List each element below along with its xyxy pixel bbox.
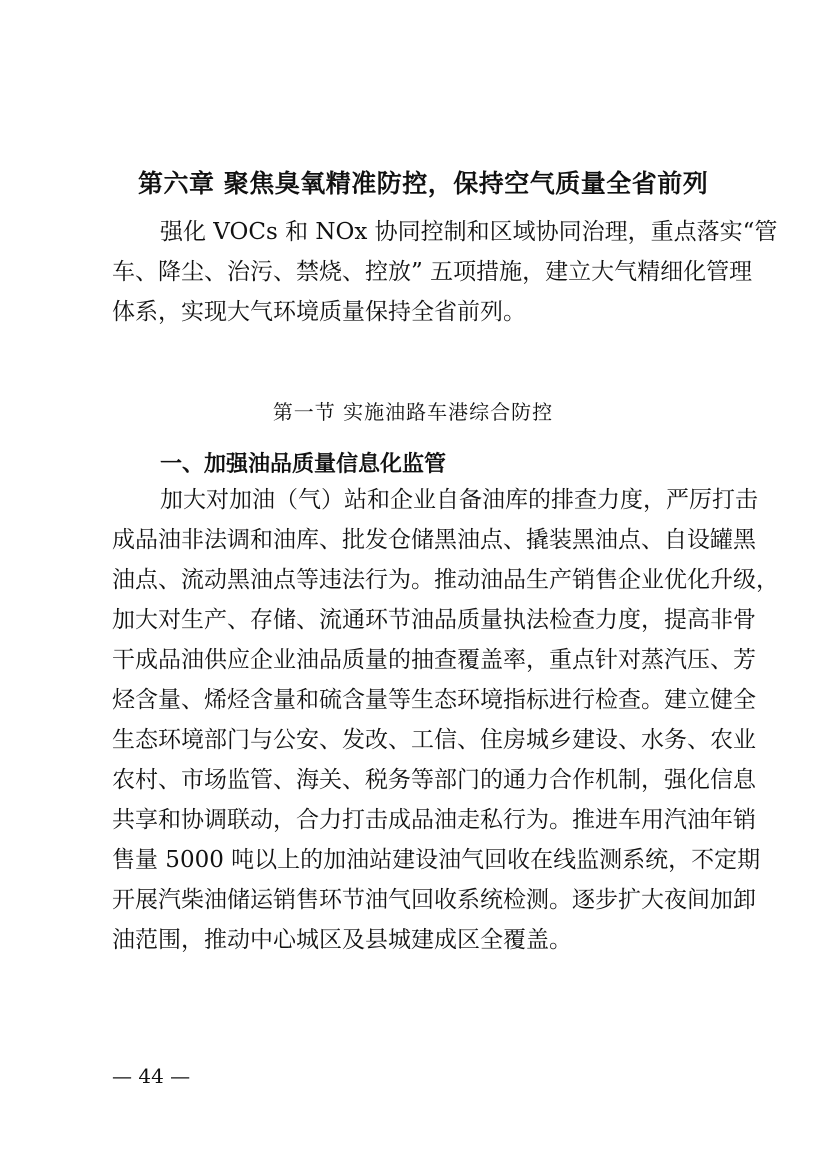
text-line: 烃含量、烯烃含量和硫含量等生态环境指标进行检查。建立健全 — [112, 687, 756, 713]
body-paragraph — [112, 480, 779, 960]
text-line: 油范围，推动中心城区及县城建成区全覆盖。 — [112, 927, 572, 953]
text-line: 加大对加油（气）站和企业自备油库的排查力度，严厉打击 — [160, 487, 758, 513]
text-line: 体系，实现大气环境质量保持全省前列。 — [112, 299, 526, 325]
subsection-title: 一、加强油品质量信息化监管 — [160, 452, 447, 477]
text-line: 车、降尘、治污、禁烧、控放” 五项措施，建立大气精细化管理 — [112, 259, 753, 285]
text-line: 成品油非法调和油库、批发仓储黑油点、撬装黑油点、自设罐黑 — [112, 527, 756, 553]
text-line: 农村、市场监管、海关、税务等部门的通力合作机制，强化信息 — [112, 767, 756, 793]
text-line: 加大对生产、存储、流通环节油品质量执法检查力度，提高非骨 — [112, 607, 756, 633]
page-number: — 44 — — [112, 1064, 191, 1088]
chapter-title: 第六章 聚焦臭氧精准防控，保持空气质量全省前列 — [138, 169, 709, 198]
text-line: 油点、流动黑油点等违法行为。推动油品生产销售企业优化升级， — [112, 567, 779, 593]
section-title: 第一节 实施油路车港综合防控 — [272, 400, 554, 424]
text-line: 售量 5000 吨以上的加油站建设油气回收在线监测系统，不定期 — [112, 847, 761, 873]
text-line: 干成品油供应企业油品质量的抽查覆盖率，重点针对蒸汽压、芳 — [112, 647, 756, 673]
text-line: 强化 VOCs 和 NOx 协同控制和区域协同治理，重点落实“管 — [160, 219, 778, 245]
intro-paragraph — [112, 212, 778, 332]
text-line: 生态环境部门与公安、发改、工信、住房城乡建设、水务、农业 — [112, 727, 756, 753]
text-line: 开展汽柴油储运销售环节油气回收系统检测。逐步扩大夜间加卸 — [112, 887, 756, 913]
text-line: 共享和协调联动，合力打击成品油走私行为。推进车用汽油年销 — [112, 807, 756, 833]
